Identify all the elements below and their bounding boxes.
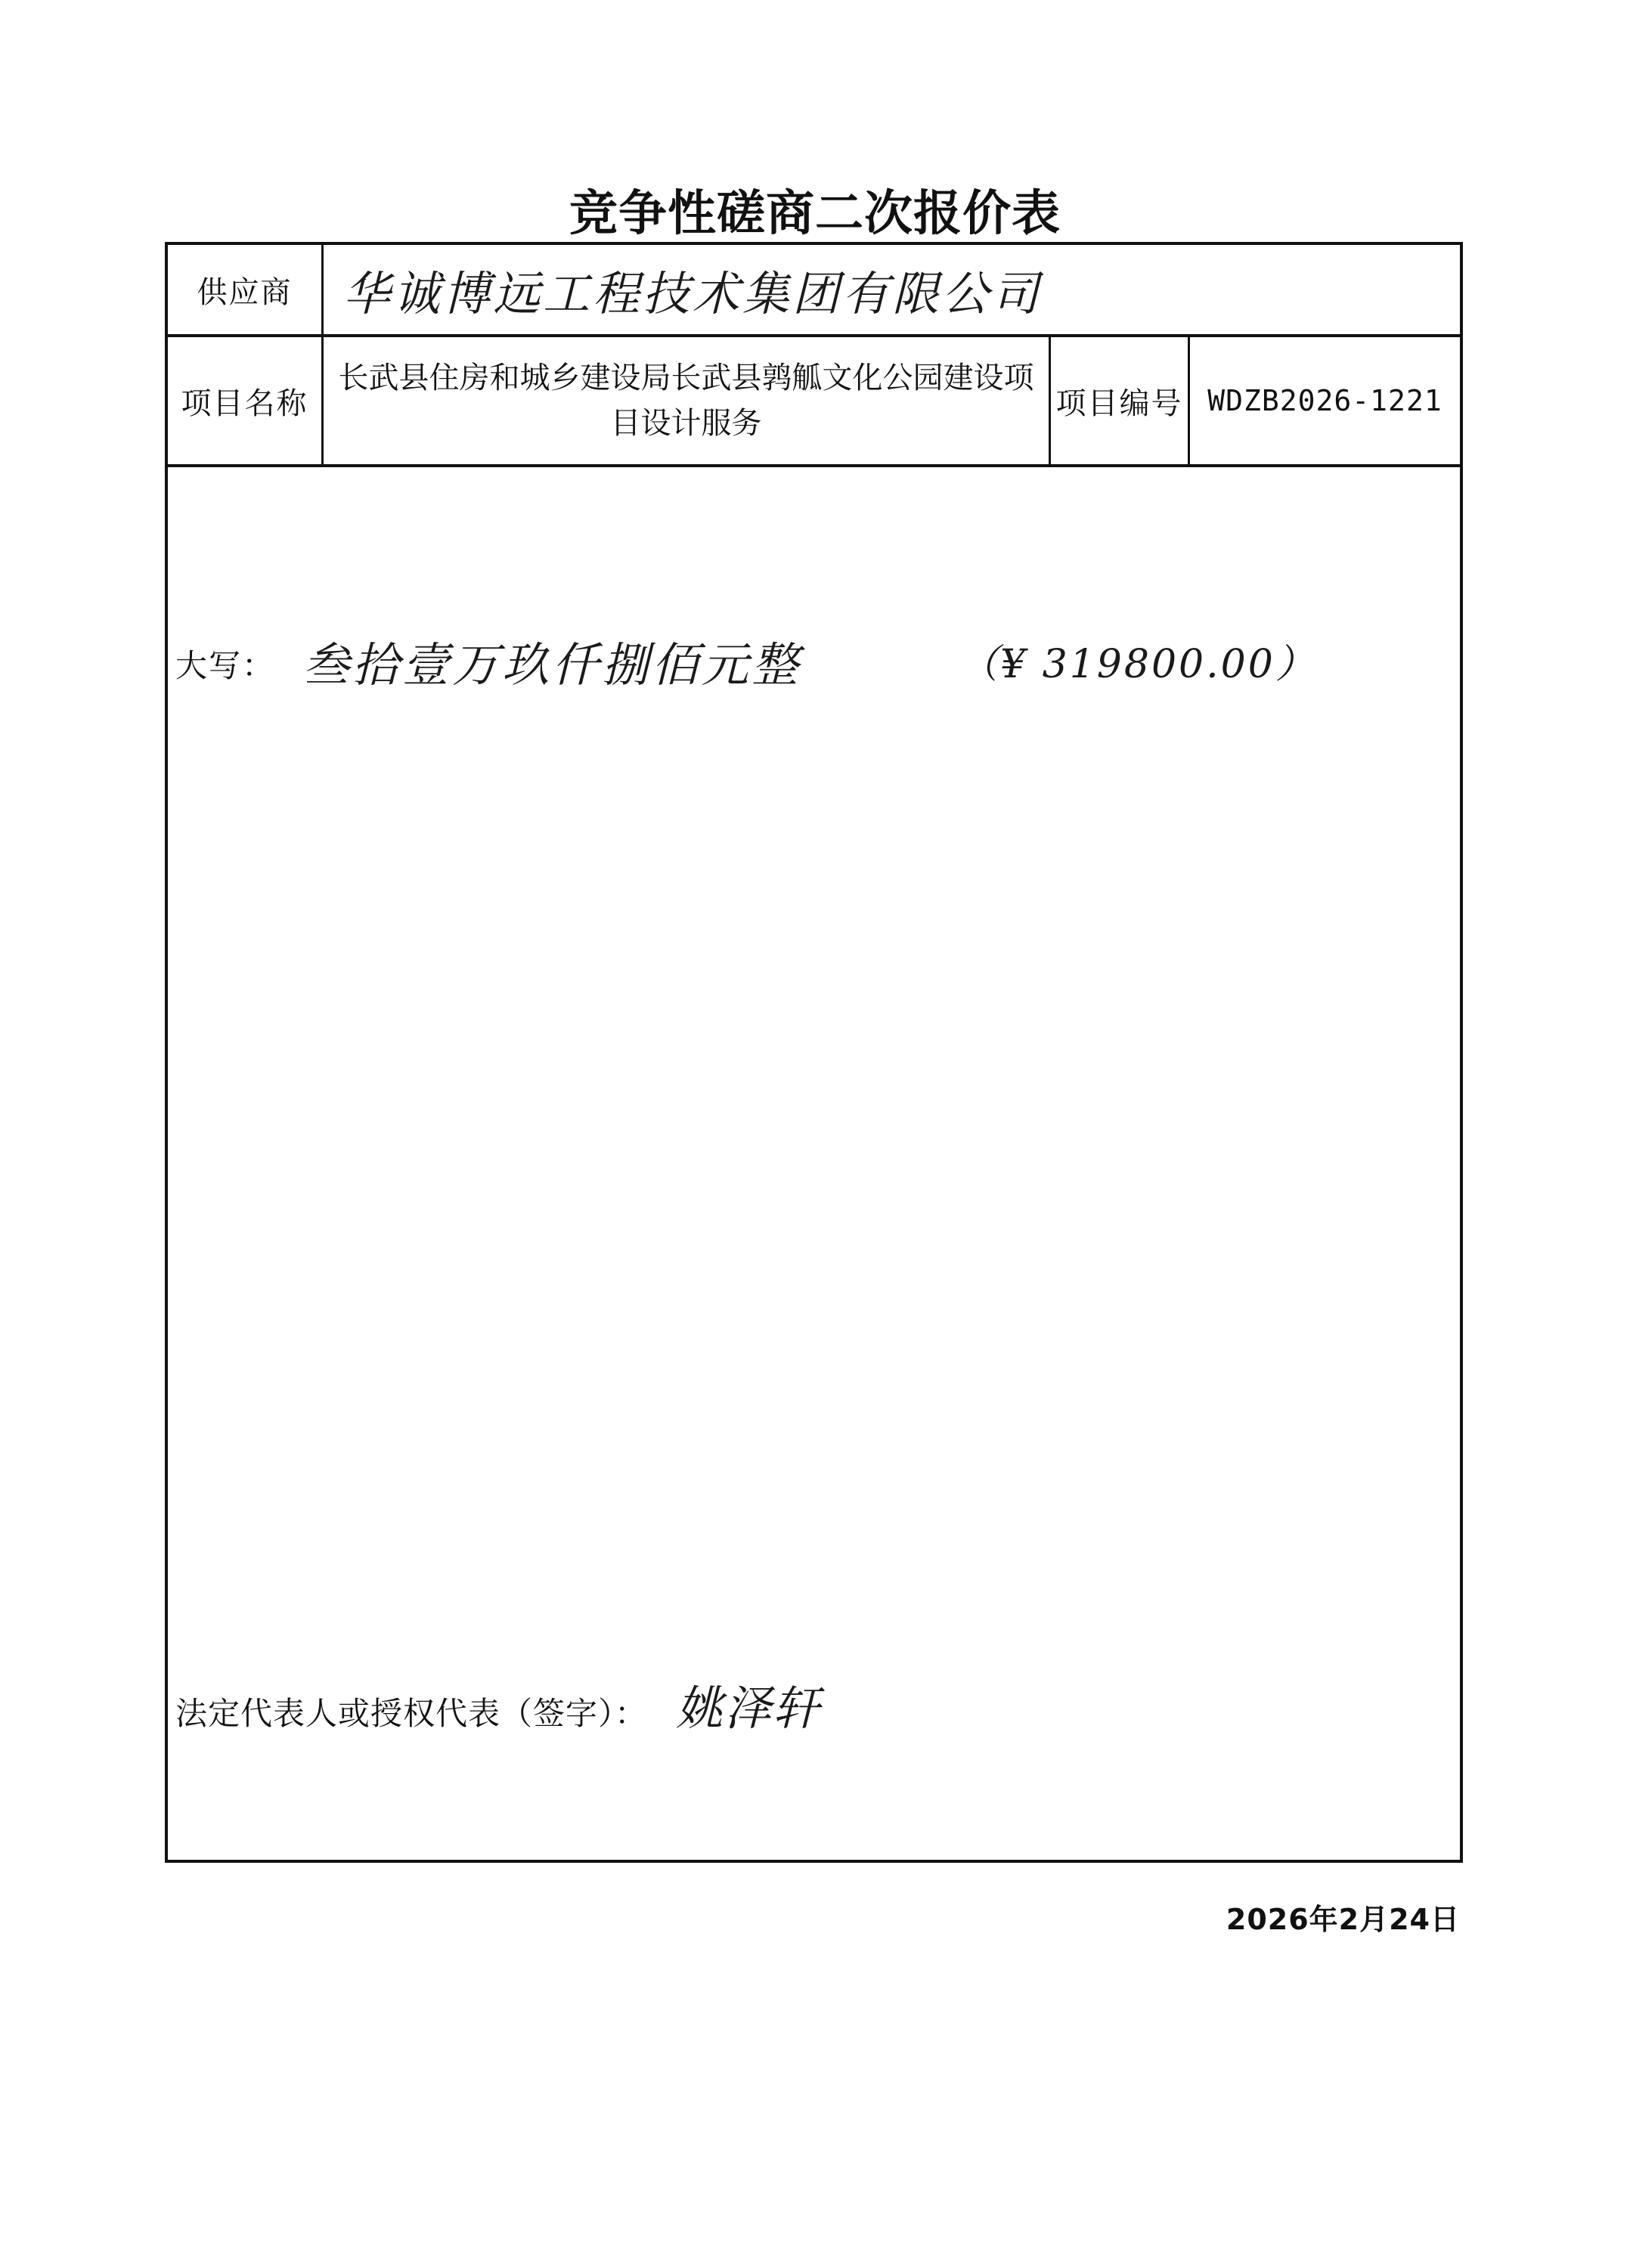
project-code-value: WDZB2026-1221 <box>1207 384 1443 417</box>
amount-in-figures-handwritten: （¥ 319800.00） <box>959 642 1317 687</box>
amount-line <box>175 626 1453 694</box>
project-name-value: 长武县住房和城乡建设局长武县鹑觚文化公园建设项目设计服务 <box>324 337 1051 464</box>
supplier-row <box>168 245 1460 337</box>
project-name-label: 项目名称 <box>168 337 324 464</box>
signature-label: 法定代表人或授权代表（签字）： <box>175 1695 648 1732</box>
project-code-label: 项目编号 <box>1051 337 1190 464</box>
quote-form-table <box>165 242 1463 1863</box>
document-date: 2026年2月24日 <box>1226 1903 1460 1936</box>
amount-in-words-handwritten: 叁拾壹万玖仟捌佰元整 <box>302 637 802 692</box>
amount-label: 大写： <box>175 647 276 684</box>
project-row <box>168 337 1460 467</box>
document-title: 竞争性磋商二次报价表 <box>569 186 1061 242</box>
supplier-name-handwritten: 华诚博远工程技术集团有限公司 <box>343 265 1043 321</box>
signature-handwritten: 姚泽轩 <box>676 1681 822 1736</box>
supplier-label: 供应商 <box>168 245 324 334</box>
signature-line <box>175 1671 1453 1739</box>
